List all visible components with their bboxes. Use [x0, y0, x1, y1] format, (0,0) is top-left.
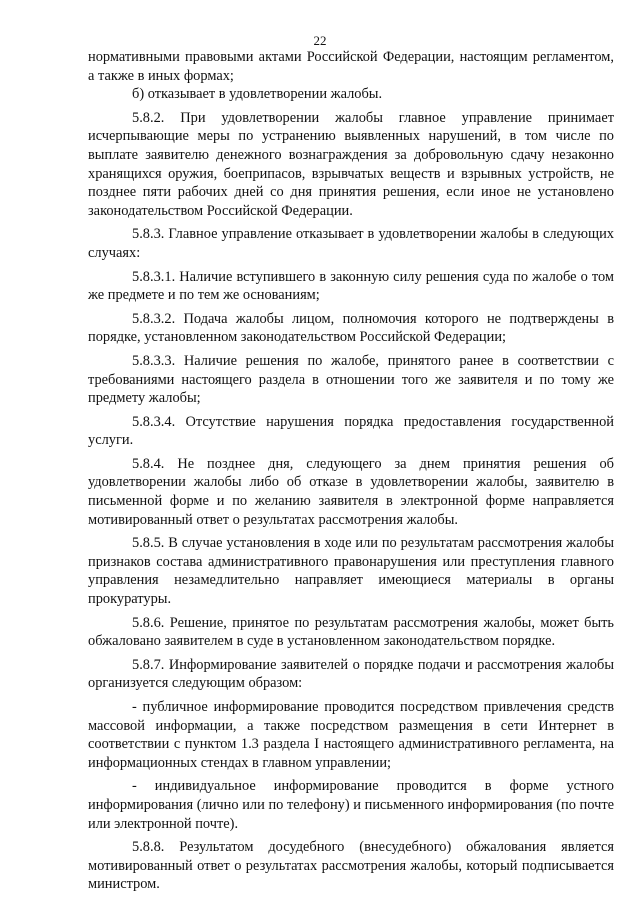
paragraph-5-8-3: 5.8.3. Главное управление отказывает в удовлетворении жалобы в следующих случаях:	[88, 226, 614, 261]
paragraph-5-8-6: 5.8.6. Решение, принятое по результатам рассмотрения жалобы, может быть обжаловано заявителем в суде в установленном законодательством порядке.	[88, 614, 614, 650]
paragraph-5-8-2: 5.8.2. При удовлетворении жалобы главное управление принимает исчерпывающие меры по устранению выявленных нарушений, в том числе по выплате заявителю денежного вознаграждения за добровольную сдачу незаконно хранящихся оружия, боеприпасов, взрывчатых веществ и взрывных устройств, не позднее пяти рабочих дней со дня принятия решения, если иное не установлено законодательством Российской Федерации.	[88, 109, 614, 219]
paragraph-5-8-3-1: 5.8.3.1. Наличие вступившего в законную силу решения суда по жалобе о том же предмете и по тем же основаниям;	[88, 268, 614, 304]
paragraph-5-8-5: 5.8.5. В случае установления в ходе или по результатам рассмотрения жалобы признаков состава административного правонарушения или преступления главного управления незамедлительно направляет имеющиеся материалы в органы прокуратуры.	[88, 535, 614, 608]
paragraph-item-b: б) отказывает в удовлетворении жалобы.	[132, 86, 383, 103]
list-item-individual-informing: - индивидуальное информирование проводится в форме устного информирования (лично или по телефону) и письменного информирования (по почте или электронной почте).	[88, 778, 614, 832]
paragraph-5-8-3-3: 5.8.3.3. Наличие решения по жалобе, принятого ранее в соответствии с требованиями настоящего раздела в отношении того же заявителя и по тому же предмету жалобы;	[88, 352, 614, 407]
paragraph-5-8-7: 5.8.7. Информирование заявителей о порядке подачи и рассмотрения жалобы организуется следующим образом:	[88, 656, 614, 692]
paragraph-5-8-4: 5.8.4. Не позднее дня, следующего за днем принятия решения об удовлетворении жалобы либо об отказе в удовлетворении жалобы, заявителю в письменной форме и по желанию заявителя в электронной форме направляется мотивированный ответ о результатах рассмотрения жалобы.	[88, 455, 614, 528]
paragraph-5-8-8: 5.8.8. Результатом досудебного (внесудебного) обжалования является мотивированный ответ о результатах рассмотрения жалобы, который подписывается министром.	[88, 839, 614, 893]
list-item-public-informing: - публичное информирование проводится посредством привлечения средств массовой информации, а также посредством размещения в сети Интернет в соответствии с пунктом 1.3 раздела I настоящего административного регламента, на информационных стендах в главном управлении;	[88, 699, 614, 771]
document-body	[88, 48, 614, 894]
paragraph-5-8-3-2: 5.8.3.2. Подача жалобы лицом, полномочия которого не подтверждены в порядке, установленном законодательством Российской Федерации;	[88, 310, 614, 346]
paragraph-5-8-3-4: 5.8.3.4. Отсутствие нарушения порядка предоставления государственной услуги.	[88, 413, 614, 449]
page-number: 22	[313, 33, 327, 48]
paragraph-continuation: нормативными правовыми актами Российской Федерации, настоящим регламентом, а также в иных формах;	[88, 49, 614, 84]
